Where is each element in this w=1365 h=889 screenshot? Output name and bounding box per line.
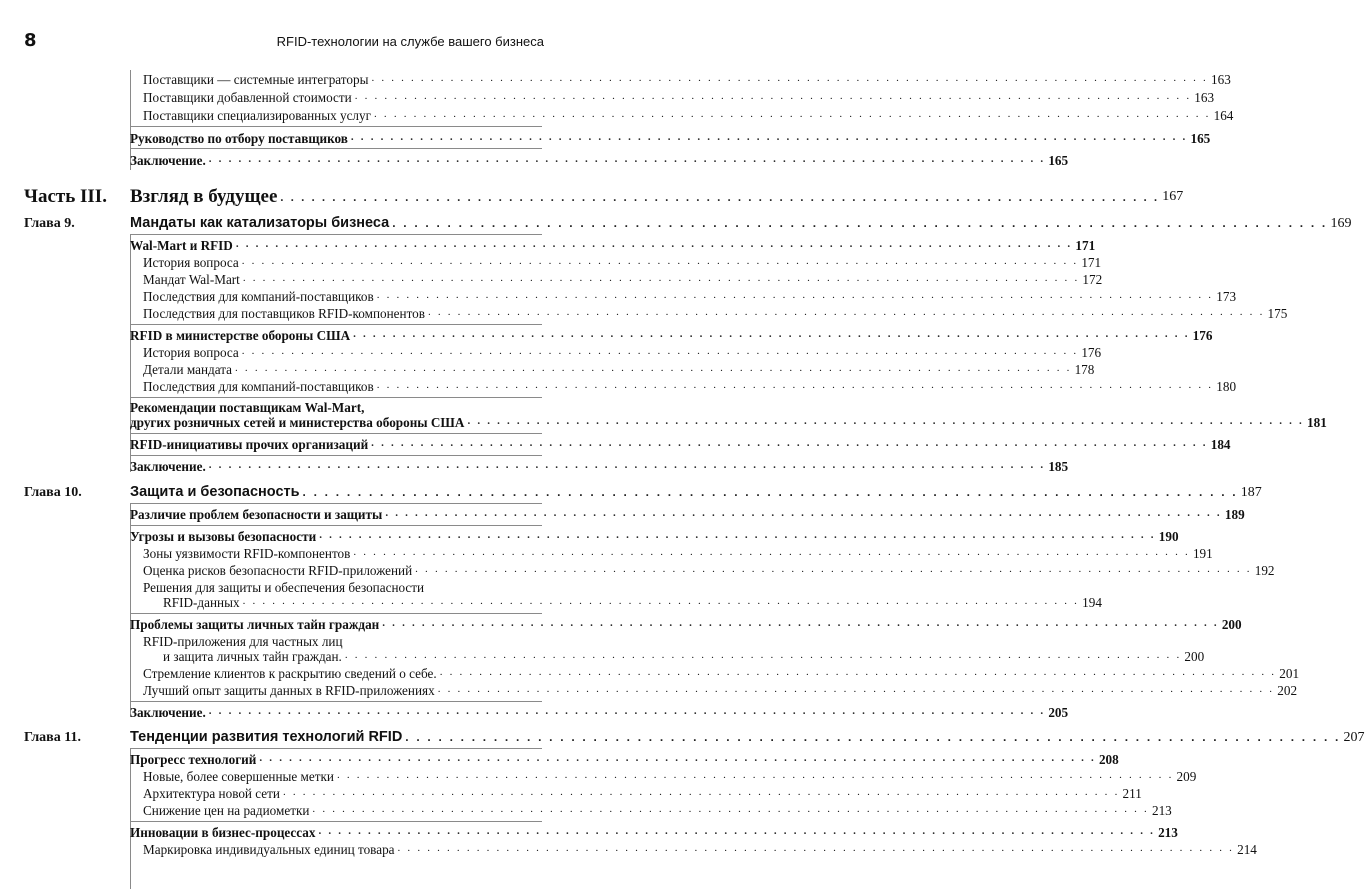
- page-number: 8: [24, 30, 37, 51]
- toc-entry-title: Оценка рисков безопасности RFID-приложений: [143, 563, 413, 578]
- toc-entry: [143, 666, 1300, 681]
- toc-leader: . . . . . . . . . . . . . . . . . . . . . . . . . . . . . . . . . . . . . . . . . . . . . . . . . . . . . . . . . . . . . . . . . . . . . . . . . . . . . . . . . . . . .: [385, 507, 1222, 519]
- toc-leader: . . . . . . . . . . . . . . . . . . . . . . . . . . . . . . . . . . . . . . . . . . . . . . . . . . . . . . . . . . . . . . . . . . . . . . . . . . . . . . . . . . . . .: [235, 362, 1072, 374]
- toc-entry-title: Поставщики специализированных услуг: [143, 108, 372, 123]
- toc-entry-title: Стремление клиентов к раскрытию сведений о себе.: [143, 666, 437, 681]
- toc-leader: . . . . . . . . . . . . . . . . . . . . . . . . . . . . . . . . . . . . . . . . . . . . . . . . . . . . . . . . . . . . . . . . . . . . . . . . . . . . . . . . . . . . .: [439, 666, 1277, 678]
- toc-leader: . . . . . . . . . . . . . . . . . . . . . . . . . . . . . . . . . . . . . . . . . . . . . . . . . . . . . . . . . . . . . . . . . . . . . . . . . . . . . . . . . . . . .: [242, 595, 1080, 607]
- toc-leader: . . . . . . . . . . . . . . . . . . . . . . . . . . . . . . . . . . . . . . . . . . . . . . . . . . . . . . . . . . . . . . . . . . . . . . . . . . . . . . . . . . . . .: [235, 238, 1073, 250]
- toc-leader: . . . . . . . . . . . . . . . . . . . . . . . . . . . . . . . . . . . . . . . . . . . . . . . . . . . . . . . . . . . . . . . . . . . . . . . . . . . . . . . . . . . . .: [427, 306, 1265, 318]
- toc-entry-page: 171: [1075, 238, 1096, 253]
- divider: [130, 821, 542, 822]
- divider: [130, 148, 542, 149]
- toc-chapter: [130, 729, 1365, 746]
- toc-entry-page: 176: [1192, 328, 1213, 343]
- toc-section: [130, 825, 1178, 840]
- toc-entry-page: 202: [1277, 683, 1298, 698]
- toc-leader: . . . . . . . . . . . . . . . . . . . . . . . . . . . . . . . . . . . . . . . . . . . . . . . . . . . . . . . . . . . . . . . . . . . . . . . . . . . . . . . . . . . . .: [241, 345, 1079, 357]
- divider: [130, 748, 542, 749]
- toc-entry-page: 173: [1216, 289, 1237, 304]
- toc-entry-title: RFID-данных: [163, 595, 240, 610]
- toc-chapter-title: Защита и безопасность: [130, 484, 300, 500]
- toc-entry-title: Мандат Wal-Mart: [143, 272, 240, 287]
- toc-entry-title-line: Решения для защиты и обеспечения безопасности: [143, 580, 425, 595]
- toc-entry-page: 201: [1279, 666, 1300, 681]
- toc-section: [130, 705, 1069, 720]
- divider: [130, 324, 542, 325]
- toc-entry-page: 214: [1237, 842, 1257, 857]
- toc-entry-title: Различие проблем безопасности и защиты: [130, 507, 383, 522]
- toc-entry: [163, 595, 1102, 610]
- section-vertical-rule: [130, 748, 131, 889]
- chapter-label: Глава 11.: [24, 730, 81, 745]
- toc-entry: [143, 546, 1213, 561]
- toc-entry: [143, 108, 1234, 123]
- toc-entry: [143, 90, 1215, 105]
- toc-entry: [143, 769, 1197, 784]
- toc-entry-title: Wal-Mart и RFID: [130, 238, 233, 253]
- toc-chapter-title: Мандаты как катализаторы бизнеса: [130, 215, 390, 231]
- toc-entry: [143, 345, 1102, 360]
- toc-part-page: 167: [1162, 189, 1184, 204]
- toc-entry-page: 180: [1216, 379, 1237, 394]
- toc-entry: [143, 255, 1102, 270]
- toc-leader: . . . . . . . . . . . . . . . . . . . . . . . . . . . . . . . . . . . . . . . . . . . . . . . . . . . . . . . . . . . . . . . . . . . . . . . . . . . . . . . . . . . . .: [336, 769, 1174, 781]
- toc-entry-title: Маркировка индивидуальных единиц товара: [143, 842, 395, 857]
- toc-entry-title: Новые, более совершенные метки: [143, 769, 334, 784]
- divider: [130, 234, 542, 235]
- toc-leader: . . . . . . . . . . . . . . . . . . . . . . . . . . . . . . . . . . . . . . . . . . . . . . . . . . . . . . . . . . . . . . . . . . . . . . . . . . . . . . . . . . . . .: [208, 705, 1046, 717]
- toc-entry-title-line: RFID-приложения для частных лиц: [143, 634, 343, 649]
- divider: [130, 701, 542, 702]
- divider: [130, 397, 542, 398]
- divider: [130, 433, 542, 434]
- toc-entry-title: других розничных сетей и министерства обороны США: [130, 415, 465, 430]
- toc-chapter: [130, 215, 1352, 232]
- toc-entry-title: Поставщики добавленной стоимости: [143, 90, 352, 105]
- toc-entry-title: Заключение.: [130, 459, 206, 474]
- toc-section: [130, 752, 1119, 767]
- toc-entry: [143, 362, 1095, 377]
- toc-entry-page: 205: [1048, 705, 1069, 720]
- toc-entry-page: 184: [1210, 437, 1231, 452]
- toc-leader: . . . . . . . . . . . . . . . . . . . . . . . . . . . . . . . . . . . . . . . . . . . . . . . . . . . . . . . . . . . . . . . . . . . . . . . . . . . . . . . . . . . . .: [350, 131, 1188, 143]
- toc-entry-title: Поставщики — системные интеграторы: [143, 72, 369, 87]
- toc-entry-page: 175: [1267, 306, 1288, 321]
- toc-chapter: [130, 484, 1262, 501]
- toc-entry-page: 208: [1098, 752, 1119, 767]
- toc-entry: [143, 306, 1288, 321]
- toc-leader: . . . . . . . . . . . . . . . . . . . . . . . . . . . . . . . . . . . . . . . . . . . . . . . . . . . . . . . . . . . . . . . . . . . . . . . . . . . . . . . . . . . . .: [382, 617, 1219, 629]
- toc-entry-page: 191: [1192, 546, 1213, 561]
- toc-entry: [143, 683, 1298, 698]
- toc-entry-title: Зоны уязвимости RFID-компонентов: [143, 546, 351, 561]
- toc-leader: . . . . . . . . . . . . . . . . . . . . . . . . . . . . . . . . . . . . . . . . . . . . . . . . . . . . . . . . . . . . . . . . . . . . . . . . . . . . . . . . . . . . .: [344, 649, 1182, 661]
- divider: [130, 525, 542, 526]
- toc-entry-page: 172: [1082, 272, 1103, 287]
- toc-leader: . . . . . . . . . . . . . . . . . . . . . . . . . . . . . . . . . . . . . . . . . . . . . . . . . . . . . . . . . . . . . . . . . . . . . . . . . . . . . . . . . . . . .: [374, 108, 1211, 120]
- toc-entry-title: Заключение.: [130, 153, 206, 168]
- toc-entry-title: Инновации в бизнес-процессах: [130, 825, 316, 840]
- toc-entry-page: 163: [1194, 90, 1215, 105]
- toc-entry-page: 176: [1081, 345, 1102, 360]
- toc-section: [130, 617, 1242, 632]
- toc-entry-title: История вопроса: [143, 255, 239, 270]
- toc-entry-title: и защита личных тайн граждан.: [163, 649, 342, 664]
- chapter-label: Глава 10.: [24, 485, 82, 500]
- toc-leader: . . . . . . . . . . . . . . . . . . . . . . . . . . . . . . . . . . . . . . . . . . . . . . . . . . . . . . . . . . . . . . . . . . . . . . . . . . . . . . . . . . . . .: [319, 529, 1156, 541]
- toc-leader: . . . . . . . . . . . . . . . . . . . . . . . . . . . . . . . . . . . . . . . . . . . . . . . . . . . . . . . . . . . . . . . . . . . . . . . . . . . . . . . . . . . . .: [353, 328, 1190, 340]
- toc-leader: . . . . . . . . . . . . . . . . . . . . . . . . . . . . . . . . . . . . . . . . . . . . . . . . . . . . . . . . . . . . . . . . . . . . . . . . . . . . . . . . . . . . .: [208, 153, 1046, 165]
- toc-entry-page: 165: [1048, 153, 1069, 168]
- toc-entry-page: 213: [1158, 825, 1178, 840]
- toc-leader: . . . . . . . . . . . . . . . . . . . . . . . . . . . . . . . . . . . . . . . . . . . . . . . . . . . . . . . . . . . . . . . . . . . . . . . . . . . . . . . . . . . . .: [312, 803, 1149, 815]
- toc-section: [130, 415, 1327, 430]
- toc-entry-title: Архитектура новой сети: [143, 786, 280, 801]
- toc-entry-title: История вопроса: [143, 345, 239, 360]
- toc-entry-page: 164: [1213, 108, 1234, 123]
- toc-leader: . . . . . . . . . . . . . . . . . . . . . . . . . . . . . . . . . . . . . . . . . . . . . . . . . . . . . . . . . . . . . . . . . . . . . . . . . . . . . . . . . . . . .: [280, 190, 1160, 204]
- toc-leader: . . . . . . . . . . . . . . . . . . . . . . . . . . . . . . . . . . . . . . . . . . . . . . . . . . . . . . . . . . . . . . . . . . . . . . . . . . . . . . . . . . . . .: [376, 379, 1214, 391]
- toc-entry-page: 163: [1211, 72, 1231, 87]
- toc-entry: [143, 72, 1231, 87]
- toc-section: [130, 437, 1231, 452]
- toc-entry-title: Снижение цен на радиометки: [143, 803, 310, 818]
- divider: [130, 126, 542, 127]
- toc-chapter-page: 207: [1343, 730, 1365, 745]
- divider: [130, 455, 542, 456]
- toc-entry-page: 171: [1081, 255, 1102, 270]
- toc-entry-page: 185: [1048, 459, 1069, 474]
- toc-part-title: Взгляд в будущее: [130, 186, 278, 207]
- toc-section: [130, 459, 1069, 474]
- toc-leader: . . . . . . . . . . . . . . . . . . . . . . . . . . . . . . . . . . . . . . . . . . . . . . . . . . . . . . . . . . . . . . . . . . . . . . . . . . . . . . . . . . . . .: [241, 255, 1079, 267]
- toc-leader: . . . . . . . . . . . . . . . . . . . . . . . . . . . . . . . . . . . . . . . . . . . . . . . . . . . . . . . . . . . . . . . . . . . . . . . . . . . . . . . . . . . . .: [405, 730, 1341, 744]
- toc-leader: . . . . . . . . . . . . . . . . . . . . . . . . . . . . . . . . . . . . . . . . . . . . . . . . . . . . . . . . . . . . . . . . . . . . . . . . . . . . . . . . . . . . .: [415, 563, 1252, 575]
- toc-leader: . . . . . . . . . . . . . . . . . . . . . . . . . . . . . . . . . . . . . . . . . . . . . . . . . . . . . . . . . . . . . . . . . . . . . . . . . . . . . . . . . . . . .: [353, 546, 1190, 558]
- part-label: Часть III.: [24, 186, 107, 207]
- toc-leader: . . . . . . . . . . . . . . . . . . . . . . . . . . . . . . . . . . . . . . . . . . . . . . . . . . . . . . . . . . . . . . . . . . . . . . . . . . . . . . . . . . . . .: [467, 415, 1304, 427]
- running-title: RFID-технологии на службе вашего бизнеса: [276, 34, 544, 49]
- divider: [130, 503, 542, 504]
- toc-entry-title: Последствия для поставщиков RFID-компонентов: [143, 306, 425, 321]
- toc-entry-page: 200: [1184, 649, 1205, 664]
- toc-entry: [143, 563, 1275, 578]
- toc-entry: [143, 842, 1257, 857]
- toc-entry-title: Проблемы защиты личных тайн граждан: [130, 617, 380, 632]
- toc-chapter-title: Тенденции развития технологий RFID: [130, 729, 403, 745]
- toc-entry-page: 194: [1082, 595, 1102, 610]
- toc-leader: . . . . . . . . . . . . . . . . . . . . . . . . . . . . . . . . . . . . . . . . . . . . . . . . . . . . . . . . . . . . . . . . . . . . . . . . . . . . . . . . . . . . .: [371, 437, 1208, 449]
- toc-entry: [143, 272, 1103, 287]
- toc-entry-page: 178: [1074, 362, 1095, 377]
- toc-entry-title: RFID-инициативы прочих организаций: [130, 437, 369, 452]
- toc-entry-title: Последствия для компаний-поставщиков: [143, 379, 374, 394]
- toc-entry-title: Лучший опыт защиты данных в RFID-приложениях: [143, 683, 435, 698]
- toc-leader: . . . . . . . . . . . . . . . . . . . . . . . . . . . . . . . . . . . . . . . . . . . . . . . . . . . . . . . . . . . . . . . . . . . . . . . . . . . . . . . . . . . . .: [259, 752, 1096, 764]
- toc-entry-page: 213: [1151, 803, 1172, 818]
- toc-leader: . . . . . . . . . . . . . . . . . . . . . . . . . . . . . . . . . . . . . . . . . . . . . . . . . . . . . . . . . . . . . . . . . . . . . . . . . . . . . . . . . . . . .: [437, 683, 1275, 695]
- toc-entry-title: Руководство по отбору поставщиков: [130, 131, 348, 146]
- toc-leader: . . . . . . . . . . . . . . . . . . . . . . . . . . . . . . . . . . . . . . . . . . . . . . . . . . . . . . . . . . . . . . . . . . . . . . . . . . . . . . . . . . . . .: [376, 289, 1214, 301]
- toc-entry-title: Угрозы и вызовы безопасности: [130, 529, 317, 544]
- page-header: [0, 0, 560, 60]
- toc-entry-page: 189: [1224, 507, 1245, 522]
- toc-section: [130, 529, 1179, 544]
- toc-chapter-page: 169: [1330, 216, 1352, 231]
- toc-entry-page: 192: [1254, 563, 1275, 578]
- toc-entry-page: 181: [1307, 415, 1327, 430]
- toc-entry: [143, 289, 1237, 304]
- toc-leader: . . . . . . . . . . . . . . . . . . . . . . . . . . . . . . . . . . . . . . . . . . . . . . . . . . . . . . . . . . . . . . . . . . . . . . . . . . . . . . . . . . . . .: [302, 485, 1238, 499]
- toc-entry-title: Заключение.: [130, 705, 206, 720]
- toc-leader: . . . . . . . . . . . . . . . . . . . . . . . . . . . . . . . . . . . . . . . . . . . . . . . . . . . . . . . . . . . . . . . . . . . . . . . . . . . . . . . . . . . . .: [208, 459, 1046, 471]
- toc-section: [130, 507, 1245, 522]
- toc-leader: . . . . . . . . . . . . . . . . . . . . . . . . . . . . . . . . . . . . . . . . . . . . . . . . . . . . . . . . . . . . . . . . . . . . . . . . . . . . . . . . . . . . .: [354, 90, 1192, 102]
- toc-entry-title: Детали мандата: [143, 362, 233, 377]
- toc-entry: [143, 379, 1237, 394]
- toc-entry-page: 165: [1190, 131, 1211, 146]
- divider: [130, 613, 542, 614]
- toc-entry: [143, 803, 1172, 818]
- toc-section: [130, 153, 1069, 168]
- toc-part: [130, 186, 1184, 207]
- toc-leader: . . . . . . . . . . . . . . . . . . . . . . . . . . . . . . . . . . . . . . . . . . . . . . . . . . . . . . . . . . . . . . . . . . . . . . . . . . . . . . . . . . . . .: [397, 842, 1235, 854]
- toc-entry-page: 190: [1158, 529, 1179, 544]
- toc-leader: . . . . . . . . . . . . . . . . . . . . . . . . . . . . . . . . . . . . . . . . . . . . . . . . . . . . . . . . . . . . . . . . . . . . . . . . . . . . . . . . . . . . .: [242, 272, 1080, 284]
- toc-entry-page: 209: [1176, 769, 1197, 784]
- toc-leader: . . . . . . . . . . . . . . . . . . . . . . . . . . . . . . . . . . . . . . . . . . . . . . . . . . . . . . . . . . . . . . . . . . . . . . . . . . . . . . . . . . . . .: [392, 216, 1328, 230]
- toc-section: [130, 238, 1096, 253]
- toc-entry-page: 211: [1122, 786, 1142, 801]
- toc-entry-page: 200: [1221, 617, 1242, 632]
- toc-leader: . . . . . . . . . . . . . . . . . . . . . . . . . . . . . . . . . . . . . . . . . . . . . . . . . . . . . . . . . . . . . . . . . . . . . . . . . . . . . . . . . . . . .: [371, 72, 1208, 84]
- toc-entry-title: RFID в министерстве обороны США: [130, 328, 351, 343]
- toc-leader: . . . . . . . . . . . . . . . . . . . . . . . . . . . . . . . . . . . . . . . . . . . . . . . . . . . . . . . . . . . . . . . . . . . . . . . . . . . . . . . . . . . . .: [318, 825, 1156, 837]
- toc-entry: [163, 649, 1205, 664]
- toc-chapter-page: 187: [1240, 485, 1262, 500]
- toc-entry-title: Последствия для компаний-поставщиков: [143, 289, 374, 304]
- toc-entry-title: Прогресс технологий: [130, 752, 257, 767]
- toc-section: [130, 328, 1213, 343]
- toc-entry-title-line: Рекомендации поставщикам Wal-Mart,: [130, 400, 365, 415]
- toc-entry: [143, 786, 1142, 801]
- chapter-label: Глава 9.: [24, 216, 75, 231]
- toc-section: [130, 131, 1211, 146]
- toc-leader: . . . . . . . . . . . . . . . . . . . . . . . . . . . . . . . . . . . . . . . . . . . . . . . . . . . . . . . . . . . . . . . . . . . . . . . . . . . . . . . . . . . . .: [282, 786, 1120, 798]
